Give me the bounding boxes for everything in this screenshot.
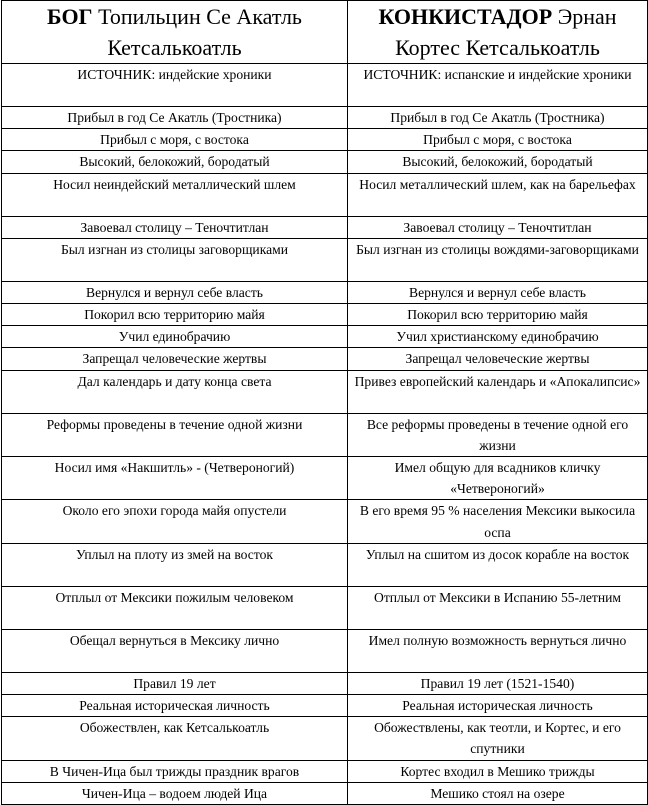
cell-conquistador: ИСТОЧНИК: испанские и индейские хроники xyxy=(348,64,648,107)
table-row xyxy=(2,216,648,238)
cell-conquistador: Прибыл в год Се Акатль (Тростника) xyxy=(348,107,648,129)
cell-god: Чичен-Ица – водоем людей Ица xyxy=(2,782,348,804)
cell-god: Реальная историческая личность xyxy=(2,695,348,717)
cell-conquistador: Запрещал человеческие жертвы xyxy=(348,348,648,370)
cell-god: Был изгнан из столицы заговорщиками xyxy=(2,238,348,281)
table-row xyxy=(2,64,648,107)
table-row xyxy=(2,304,648,326)
table-row xyxy=(2,717,648,760)
table-row xyxy=(2,238,648,281)
table-row xyxy=(2,129,648,151)
table-row xyxy=(2,281,648,303)
cell-conquistador: Уплыл на сшитом из досок корабле на восток xyxy=(348,543,648,586)
table-row xyxy=(2,695,648,717)
cell-god: Завоевал столицу – Теночтитлан xyxy=(2,216,348,238)
cell-god: Прибыл с моря, с востока xyxy=(2,129,348,151)
header-conquistador-name: Эрнан Кортес Кетсалькоатль xyxy=(395,4,617,60)
table-row xyxy=(2,586,648,629)
cell-god: Прибыл в год Се Акатль (Тростника) xyxy=(2,107,348,129)
table-body xyxy=(2,64,648,805)
table-row xyxy=(2,760,648,782)
cell-conquistador: Имел общую для всадников кличку «Четвероногий» xyxy=(348,457,648,500)
cell-god: Около его эпохи города майя опустели xyxy=(2,500,348,543)
cell-god: Реформы проведены в течение одной жизни xyxy=(2,413,348,456)
cell-conquistador: Высокий, белокожий, бородатый xyxy=(348,151,648,173)
table-row xyxy=(2,457,648,500)
table-row xyxy=(2,326,648,348)
table-row xyxy=(2,672,648,694)
cell-conquistador: Покорил всю территорию майя xyxy=(348,304,648,326)
cell-conquistador: Правил 19 лет (1521-1540) xyxy=(348,672,648,694)
table-row xyxy=(2,151,648,173)
cell-conquistador: Реальная историческая личность xyxy=(348,695,648,717)
cell-god: Дал календарь и дату конца света xyxy=(2,370,348,413)
cell-conquistador: Имел полную возможность вернуться лично xyxy=(348,629,648,672)
header-god-name: Топильцин Се Акатль Кетсалькоатль xyxy=(92,4,302,60)
table-row xyxy=(2,348,648,370)
cell-god: Носил неиндейский металлический шлем xyxy=(2,173,348,216)
cell-god: Запрещал человеческие жертвы xyxy=(2,348,348,370)
cell-conquistador: Был изгнан из столицы вождями-заговорщиками xyxy=(348,238,648,281)
cell-god: Учил единобрачию xyxy=(2,326,348,348)
cell-god: Вернулся и вернул себе власть xyxy=(2,281,348,303)
cell-god: Обещал вернуться в Мексику лично xyxy=(2,629,348,672)
cell-god: Покорил всю территорию майя xyxy=(2,304,348,326)
cell-conquistador: Обожествлены, как теотли, и Кортес, и его спутники xyxy=(348,717,648,760)
cell-conquistador: В его время 95 % населения Мексики выкосила оспа xyxy=(348,500,648,543)
cell-conquistador: Завоевал столицу – Теночтитлан xyxy=(348,216,648,238)
cell-conquistador: Все реформы проведены в течение одной его жизни xyxy=(348,413,648,456)
cell-god: Обожествлен, как Кетсалькоатль xyxy=(2,717,348,760)
header-god xyxy=(2,1,348,64)
cell-god: Носил имя «Накшитль» - (Четвероногий) xyxy=(2,457,348,500)
table-row xyxy=(2,370,648,413)
cell-god: Уплыл на плоту из змей на восток xyxy=(2,543,348,586)
table-row xyxy=(2,782,648,804)
cell-conquistador: Вернулся и вернул себе власть xyxy=(348,281,648,303)
table-row xyxy=(2,500,648,543)
cell-god: ИСТОЧНИК: индейские хроники xyxy=(2,64,348,107)
cell-conquistador: Привез европейский календарь и «Апокалипсис» xyxy=(348,370,648,413)
table-row xyxy=(2,629,648,672)
header-god-bold: БОГ xyxy=(47,4,93,29)
table-row xyxy=(2,543,648,586)
cell-conquistador: Мешико стоял на озере xyxy=(348,782,648,804)
cell-conquistador: Учил христианскому единобрачию xyxy=(348,326,648,348)
table-row xyxy=(2,107,648,129)
cell-god: Правил 19 лет xyxy=(2,672,348,694)
cell-god: Высокий, белокожий, бородатый xyxy=(2,151,348,173)
header-conquistador-bold: КОНКИСТАДОР xyxy=(378,4,553,29)
header-row xyxy=(2,1,648,64)
cell-conquistador: Кортес входил в Мешико трижды xyxy=(348,760,648,782)
comparison-table xyxy=(1,0,648,805)
cell-god: В Чичен-Ица был трижды праздник врагов xyxy=(2,760,348,782)
cell-conquistador: Носил металлический шлем, как на барельефах xyxy=(348,173,648,216)
header-conquistador xyxy=(348,1,648,64)
table-row xyxy=(2,413,648,456)
table-row xyxy=(2,173,648,216)
cell-conquistador: Прибыл с моря, с востока xyxy=(348,129,648,151)
cell-conquistador: Отплыл от Мексики в Испанию 55-летним xyxy=(348,586,648,629)
cell-god: Отплыл от Мексики пожилым человеком xyxy=(2,586,348,629)
